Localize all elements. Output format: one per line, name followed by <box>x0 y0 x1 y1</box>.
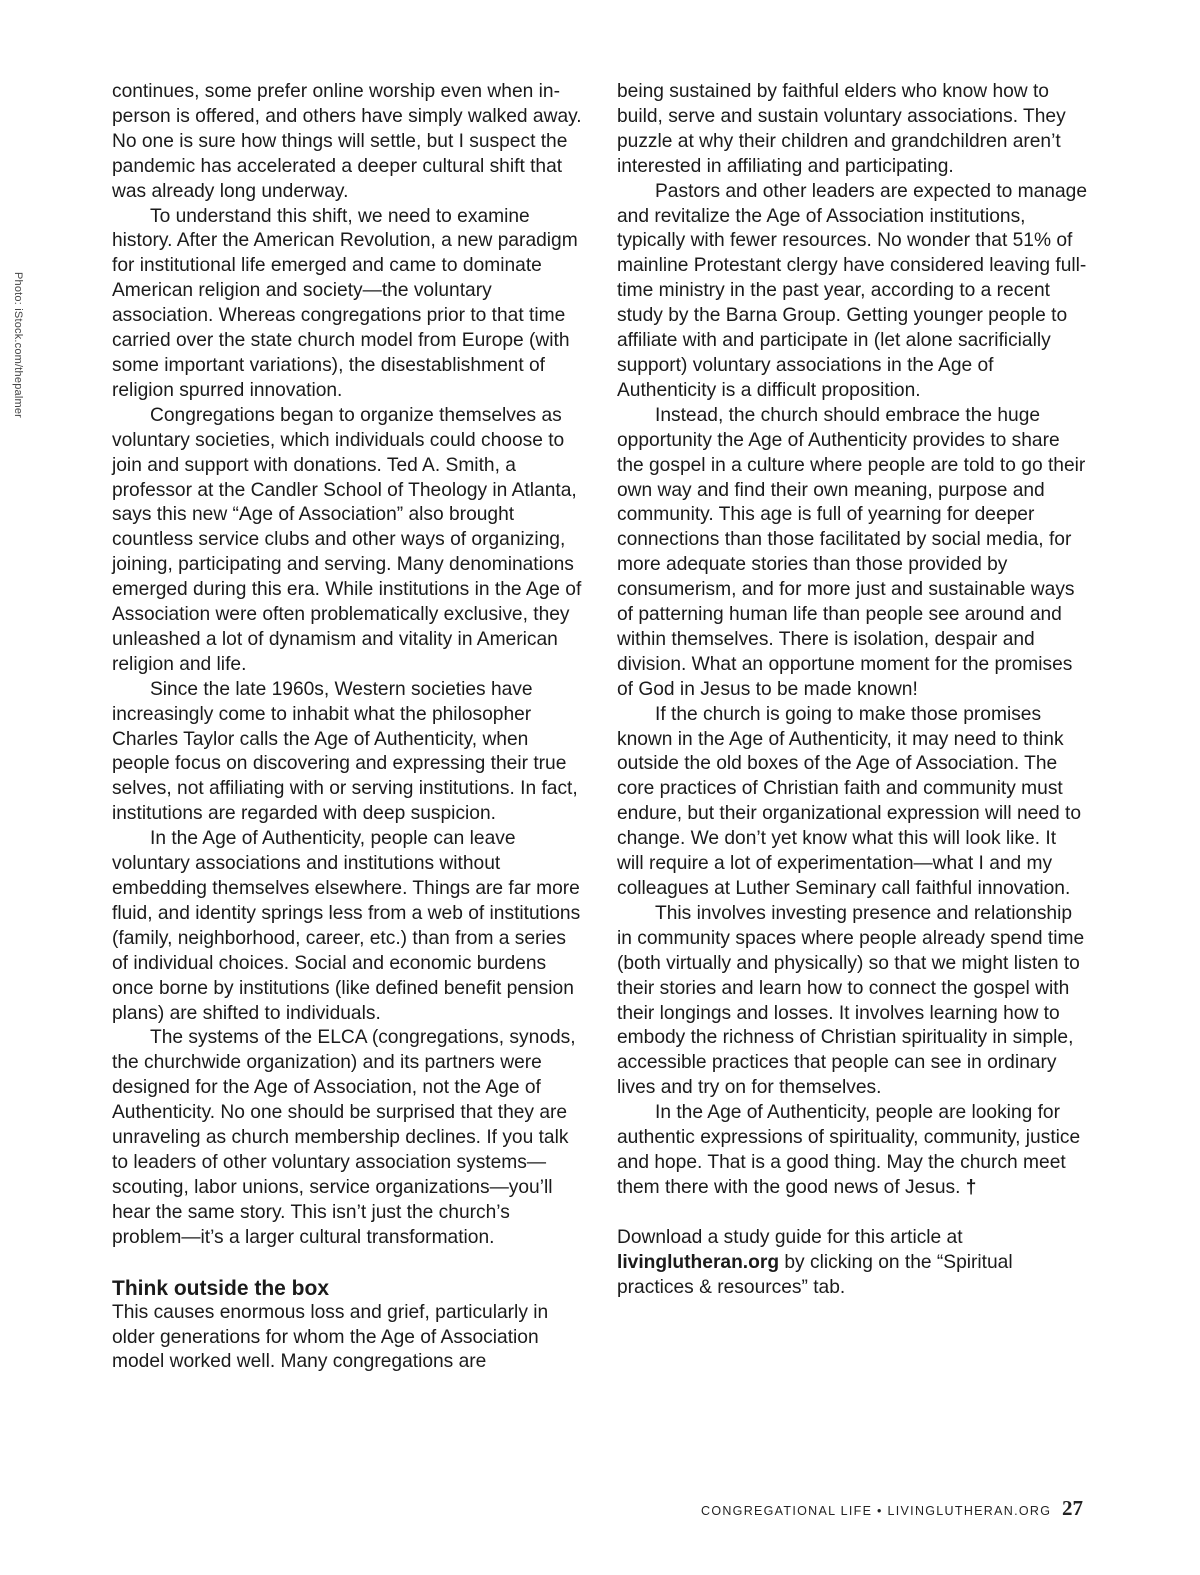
paragraph: being sustained by faithful elders who know how to build, serve and sustain voluntary associations. They puzzle at why their children and grandchildren aren’t interested in affiliating and participating. <box>617 81 1066 177</box>
website-link[interactable]: livinglutheran.org <box>617 1251 780 1273</box>
section-heading: Think outside the box <box>112 1276 330 1300</box>
photo-credit: Photo: iStock.com/thepalmer <box>12 272 24 419</box>
left-column <box>112 80 582 1375</box>
paragraph: continues, some prefer online worship even when in-person is offered, and others have simply walked away. No one is sure how things will settle, but I suspect the pandemic has accelerated a deeper cultural shift that was already long underway. <box>112 81 582 202</box>
paragraph: Pastors and other leaders are expected to manage and revitalize the Age of Association institutions, typically with fewer resources. No wonder that 51% of mainline Protestant clergy have considered leaving full-time ministry in the past year, according to a recent study by the Barna Group. Getting younger people to affiliate with and participate in (let alone sacrificially support) voluntary associations in the Age of Authenticity is a difficult proposition. <box>617 180 1087 401</box>
paragraph: If the church is going to make those promises known in the Age of Authenticity, it may need to think outside the old boxes of the Age of Association. The core practices of Christian faith and community must endure, but their organizational expression will need to change. We don’t yet know what this will look like. It will require a lot of experimentation—what I and my colleagues at Luther Seminary call faithful innovation. <box>617 703 1081 899</box>
paragraph: The systems of the ELCA (congregations, synods, the churchwide organization) and its partners were designed for the Age of Association, not the Age of Authenticity. No one should be surprised that they are unraveling as church membership declines. If you talk to leaders of other voluntary association systems—scouting, labor unions, service organizations—you’ll hear the same story. This isn’t just the church’s problem—it’s a larger cultural transformation. <box>112 1027 576 1248</box>
footer-site: LIVINGLUTHERAN.ORG <box>887 1504 1052 1518</box>
paragraph: This involves investing presence and relationship in community spaces where people already spend time (both virtually and physically) so that we might listen to their stories and learn how to connect the gospel with their longings and losses. It involves learning how to embody the richness of Christian spirituality in simple, accessible practices that people can see in ordinary lives and try on for themselves. <box>617 902 1085 1099</box>
closing-paragraph <box>617 1101 1087 1201</box>
study-note-prefix: Download a study guide for this article at <box>617 1226 963 1248</box>
footer-separator: • <box>877 1504 883 1518</box>
paragraph: Since the late 1960s, Western societies have increasingly come to inhabit what the philosopher Charles Taylor calls the Age of Authenticity, when people focus on discovering and expressing their true selves, not affiliating with or serving institutions. In fact, institutions are regarded with deep suspicion. <box>112 678 578 825</box>
study-note-suffix: by clicking on the “Spiritual practices & resources” tab. <box>617 1251 1013 1298</box>
paragraph: Congregations began to organize themselves as voluntary societies, which individuals could choose to join and support with donations. Ted A. Smith, a professor at the Candler School of Theology in Atlanta, says this new “Age of Association” also brought countless service clubs and other ways of organizing, joining, participating and serving. Many denominations emerged during this era. While institutions in the Age of Association were often problematically exclusive, they unleashed a lot of dynamism and vitality in American religion and life. <box>112 404 582 675</box>
right-column <box>617 80 1087 1301</box>
study-guide-note <box>617 1226 1087 1301</box>
cross-end-mark: † <box>965 1176 977 1198</box>
footer-section: CONGREGATIONAL LIFE <box>701 1504 873 1518</box>
paragraph: To understand this shift, we need to examine history. After the American Revolution, a new paradigm for institutional life emerged and came to dominate American religion and society—the voluntary association. Whereas congregations prior to that time carried over the state church model from Europe (with some important variations), the disestablishment of religion spurred innovation. <box>112 205 578 401</box>
closing-text: In the Age of Authenticity, people are looking for authentic expressions of spirituality, community, justice and hope. That is a good thing. May the church meet them there with the good news of Jesus. <box>617 1102 1081 1198</box>
paragraph: Instead, the church should embrace the huge opportunity the Age of Authenticity provides to share the gospel in a culture where people are told to go their own way and find their own meaning, purpose and community. This age is full of yearning for deeper connections than those facilitated by social media, for more adequate stories than those provided by consumerism, and for more just and sustainable ways of patterning human life than people see around and within themselves. There is isolation, despair and division. What an opportune moment for the promises of God in Jesus to be made known! <box>617 404 1086 700</box>
paragraph: In the Age of Authenticity, people can leave voluntary associations and institutions without embedding themselves elsewhere. Things are far more fluid, and identity springs less from a web of institutions (family, neighborhood, career, etc.) than from a series of individual choices. Social and economic burdens once borne by institutions (like defined benefit pension plans) are shifted to individuals. <box>112 828 581 1024</box>
page-number: 27 <box>1062 1496 1083 1520</box>
paragraph: This causes enormous loss and grief, particularly in older generations for whom the Age of Association model worked well. Many congregations are <box>112 1301 549 1373</box>
page-footer <box>701 1496 1083 1521</box>
